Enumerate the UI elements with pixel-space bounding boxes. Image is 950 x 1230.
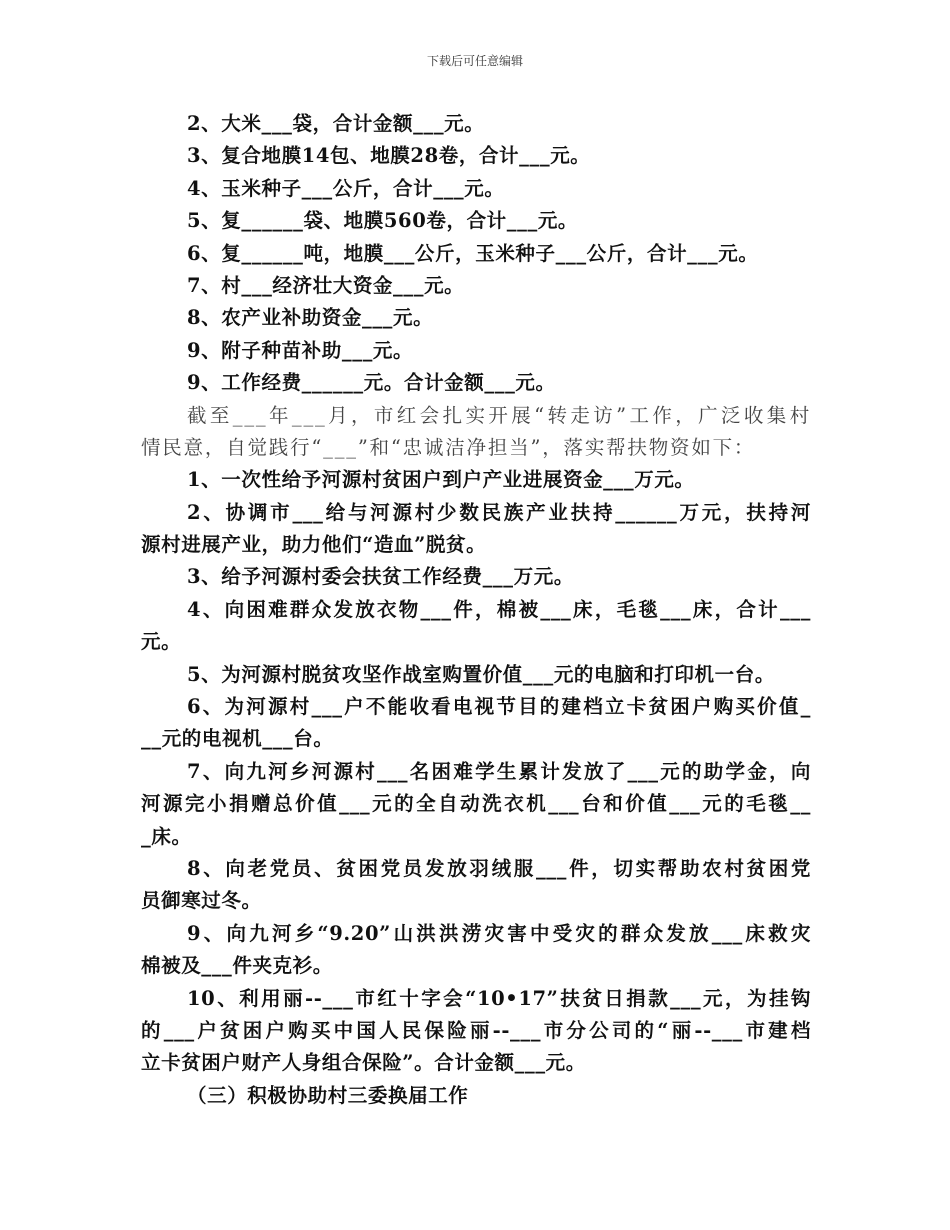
paragraph-line: __元的电视机___台。	[141, 727, 334, 751]
paragraph-line: 棉被及___件夹克衫。	[141, 954, 333, 978]
document-body	[141, 108, 811, 1112]
paragraph-line: 河源完小捐赠总价值___元的全自动洗衣机___台和价值___元的毛毯__	[141, 792, 811, 816]
paragraph-line: 3、给予河源村委会扶贫工作经费___万元。	[187, 565, 574, 589]
paragraph-line: 2、协调市___给与河源村少数民族产业扶持______万元，扶持河	[187, 500, 811, 524]
paragraph-line: 6、为河源村___户不能收看电视节目的建档立卡贫困户购买价值_	[187, 695, 811, 719]
paragraph-line: 2、大米___袋，合计金额___元。	[187, 112, 485, 135]
paragraph-line: 8、农产业补助资金___元。	[187, 306, 434, 330]
paragraph-line: 6、复______吨，地膜___公斤，玉米种子___公斤，合计___元。	[187, 241, 759, 265]
paragraph-line: 5、为河源村脱贫攻坚作战室购置价值___元的电脑和打印机一台。	[187, 662, 775, 686]
page-header: 下载后可任意编辑	[426, 54, 523, 68]
paragraph-line: 8、向老党员、贫困党员发放羽绒服___件，切实帮助农村贫困党	[187, 856, 811, 880]
paragraph-line: 截至___年___月，市红会扎实开展“转走访”工作，广泛收集村	[187, 403, 811, 427]
paragraph-line: 3、复合地膜14包、地膜28卷，合计___元。	[187, 144, 591, 168]
paragraph-line: 4、玉米种子___公斤，合计___元。	[187, 176, 505, 200]
paragraph-line: 的___户贫困户购买中国人民保险丽--___市分公司的“丽--___市建档	[141, 1018, 811, 1042]
paragraph-line: 10、利用丽--___市红十字会“10•17”扶贫日捐款___元，为挂钩	[187, 986, 811, 1010]
paragraph-line: 4、向困难群众发放衣物___件，棉被___床，毛毯___床，合计___	[187, 597, 811, 621]
paragraph-line: （三）积极协助村三委换届工作	[187, 1083, 469, 1107]
paragraph-line: 5、复______袋、地膜560卷，合计___元。	[187, 209, 579, 233]
paragraph-line: 元。	[141, 630, 182, 654]
paragraph-line: 情民意，自觉践行“___”和“忠诚洁净担当”，落实帮扶物资如下：	[141, 435, 756, 459]
paragraph-line: 9、向九河乡“9.20”山洪洪涝灾害中受灾的群众发放___床救灾	[187, 921, 811, 945]
paragraph-line: 7、向九河乡河源村___名困难学生累计发放了___元的助学金，向	[187, 759, 811, 783]
paragraph-line: 源村进展产业，助力他们“造血”脱贫。	[141, 533, 487, 557]
paragraph-line: 9、附子种苗补助___元。	[187, 338, 414, 362]
paragraph-line: _床。	[141, 824, 192, 848]
paragraph-line: 1、一次性给予河源村贫困户到户产业进展资金___万元。	[187, 468, 695, 492]
paragraph-line: 员御寒过冬。	[141, 889, 262, 913]
paragraph-line: 立卡贫困户财产人身组合保险”。合计金额___元。	[141, 1051, 586, 1075]
paragraph-line: 9、工作经费______元。合计金额___元。	[187, 371, 556, 395]
paragraph-line: 7、村___经济壮大资金___元。	[187, 273, 465, 297]
